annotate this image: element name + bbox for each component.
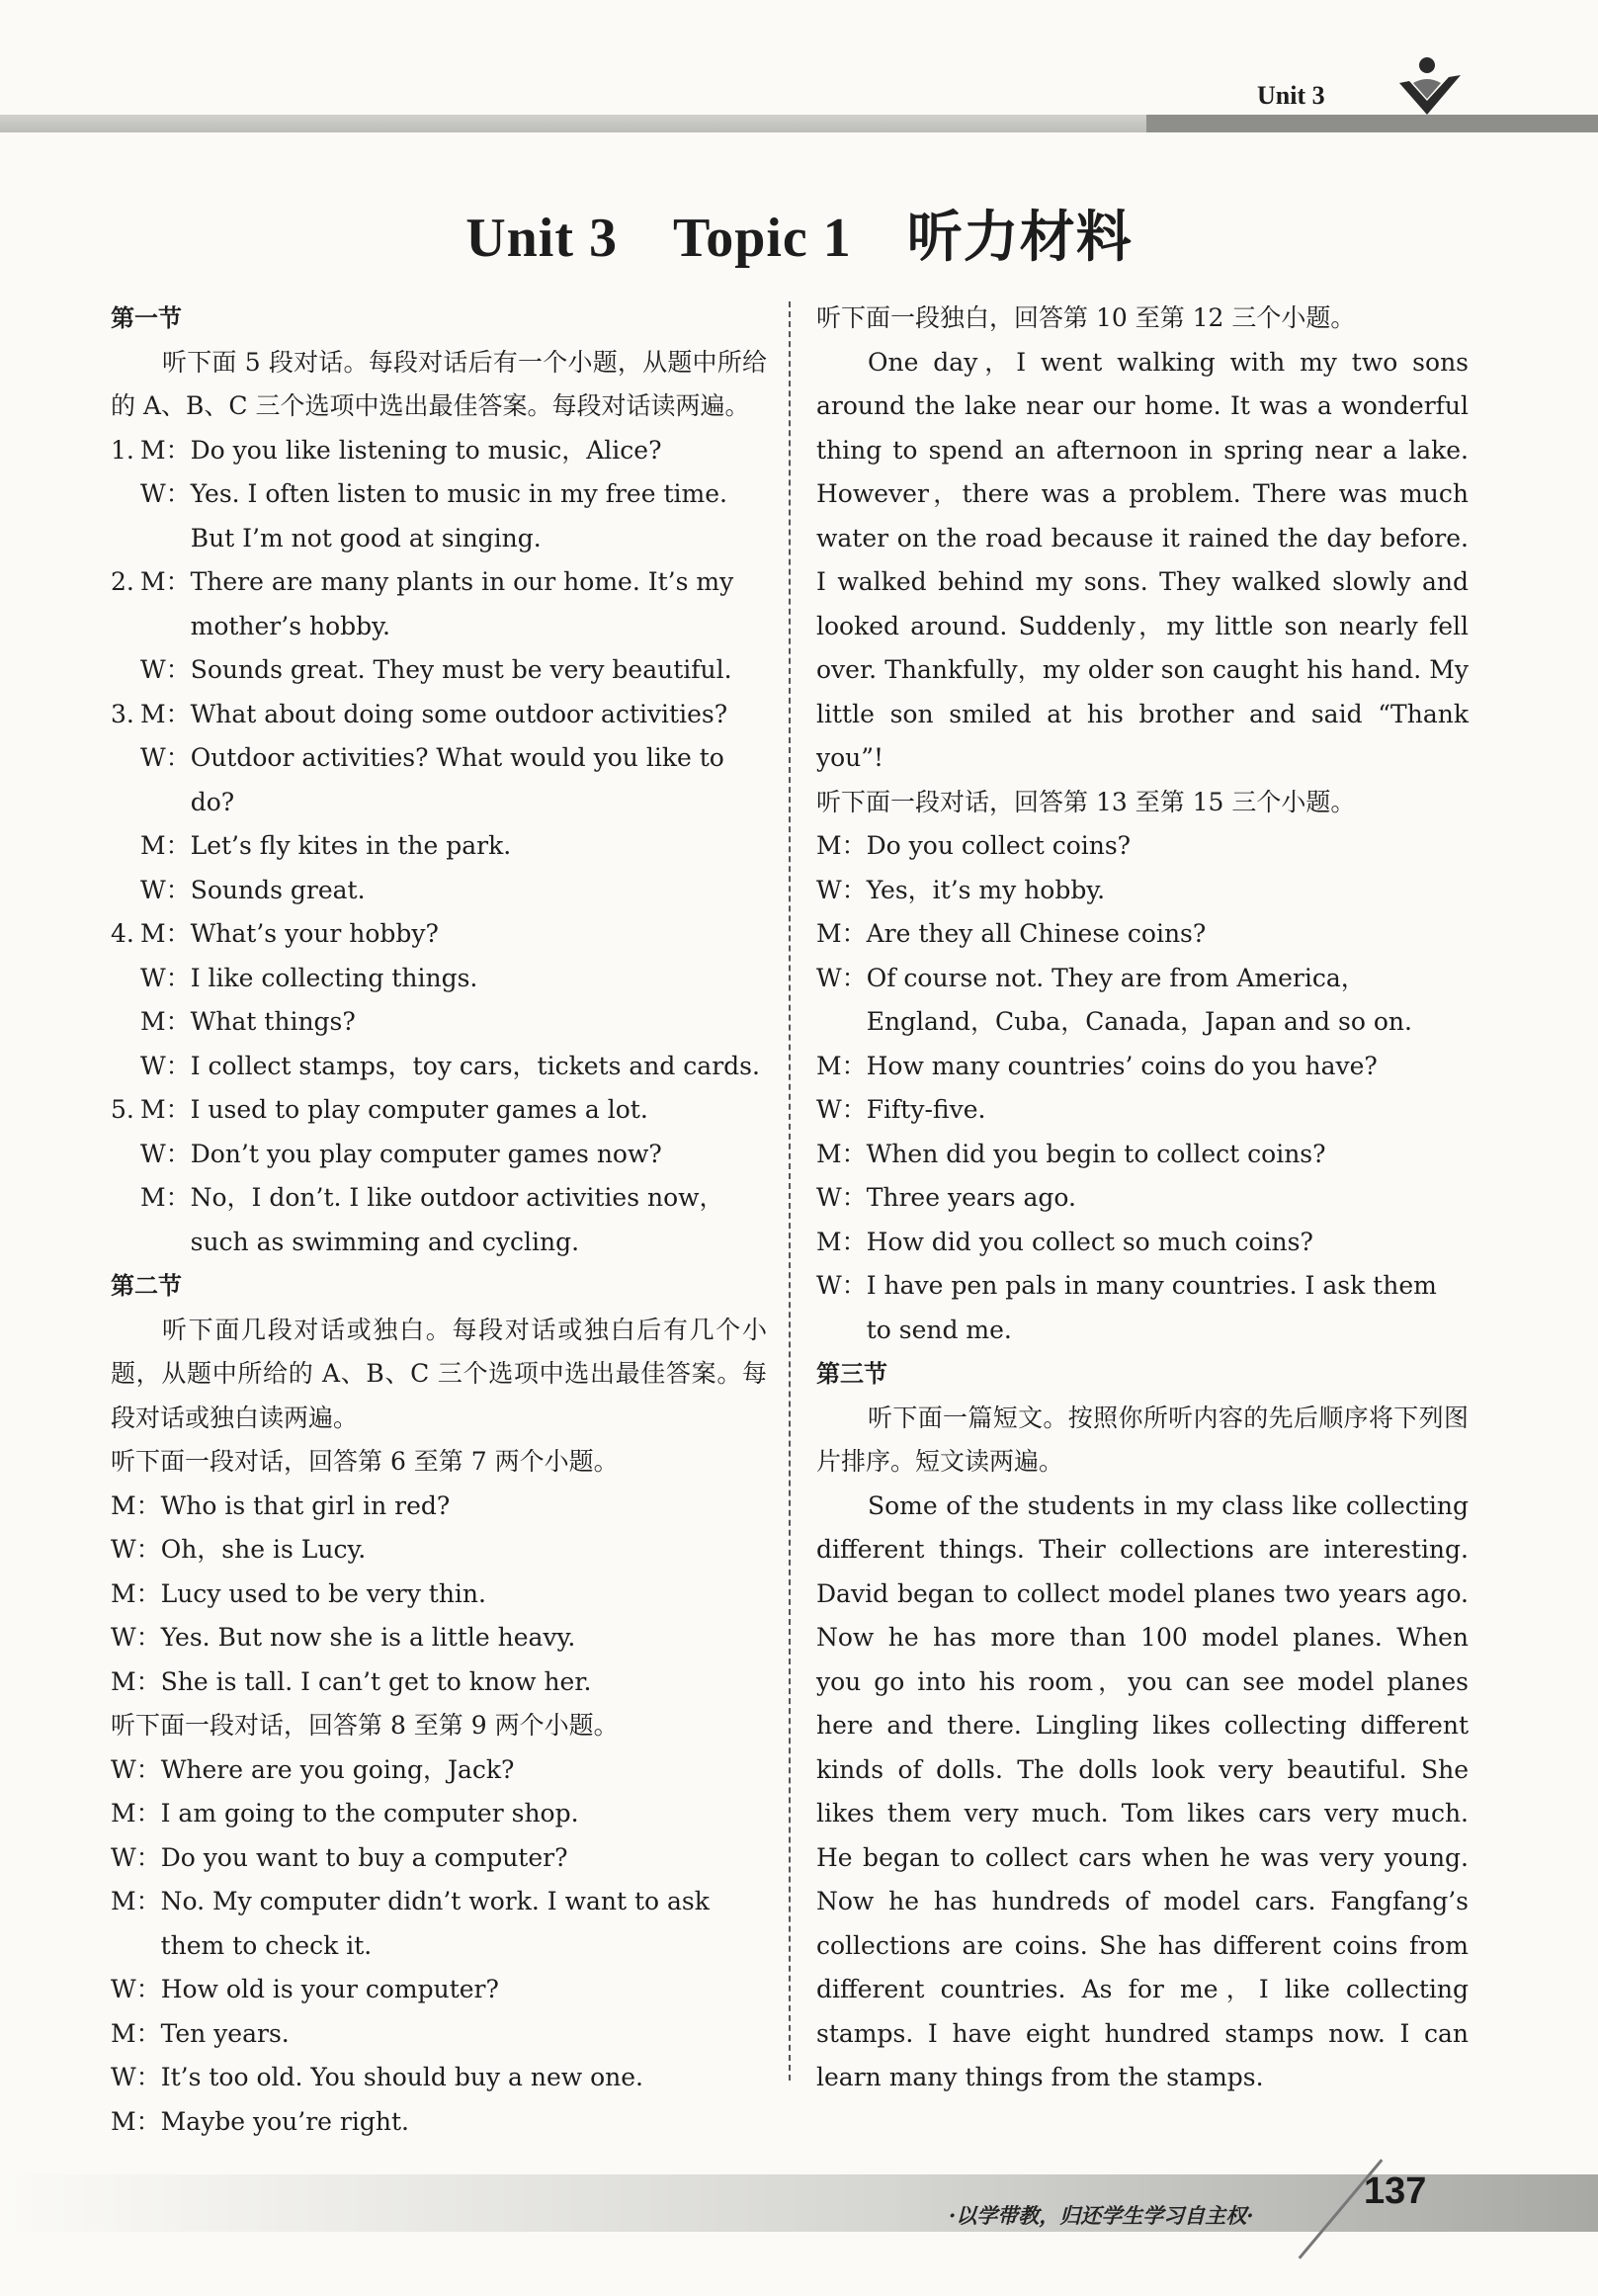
book-reader-logo-icon: [1391, 53, 1469, 128]
question-2: 2. M： There are many plants in our home. It’s my mother’s hobby. W： Sounds great. They must be very beautiful.: [111, 567, 734, 684]
question-4: 4. M： What’s your hobby? W： I like collecting things. M： What things? W： I collect stamps，toy cars，tickets and cards.: [111, 919, 760, 1080]
sub-instruction-8-9: 听下面一段对话，回答第 8 至第 9 两个小题。: [111, 1711, 619, 1740]
passage: Some of the students in my class like collecting different things. Their collections are interesting. David began to collect model planes two years ago. Now he has more than 100 model planes. When you go into his room，you can see model planes here and there. Lingling likes collecting different kinds of dolls. The dolls look very beautiful. She likes them very much. Tom likes cars very much. He began to collect cars when he was very young. Now he has hundreds of model cars. Fangfang’s collections are coins. She has different coins from different countries. As for me，I like collecting stamps. I have eight hundred stamps now. I can learn many things from the stamps.: [816, 1490, 1469, 2091]
sub-instruction-10-12: 听下面一段独白，回答第 10 至第 12 三个小题。: [816, 303, 1356, 332]
monologue-10-12: One day，I went walking with my two sons around the lake near our home. It was a wonderful thing to spend an afternoon in spring near a lake. However，there was a problem. There was much water on the road because it rained the day before. I walked behind my sons. They walked slowly and looked around. Suddenly，my little son nearly fell over. Thankfully，my older son caught his hand. My little son smiled at his brother and said “Thank you”!: [816, 347, 1469, 772]
column-divider: [789, 301, 791, 2081]
section-heading-3: 第三节: [816, 1360, 887, 1388]
section-heading-2: 第二节: [111, 1272, 182, 1300]
sub-instruction-13-15: 听下面一段对话，回答第 13 至第 15 三个小题。: [816, 787, 1356, 816]
section-heading-1: 第一节: [111, 304, 182, 332]
question-5: 5. M： I used to play computer games a lot. W： Don’t you play computer games now? M： No，I don’t. I like outdoor activities now，such as swimming and cycling.: [111, 1095, 724, 1256]
section-1-instructions: 听下面 5 段对话。每段对话后有一个小题，从题中所给的 A、B、C 三个选项中选出最佳答案。每段对话读两遍。: [111, 347, 767, 420]
footer-band: [0, 2174, 1598, 2232]
footer-slogan: ·以学带教，归还学生学习自主权·: [949, 2203, 1254, 2228]
question-3: 3. M： What about doing some outdoor activities? W： Outdoor activities? What would you like to do? M： Let’s fly kites in the park. W： Sounds great.: [111, 699, 728, 904]
dialogue-13-15: M： Do you collect coins? W： Yes，it’s my hobby. M： Are they all Chinese coins? W： Of course not. They are from America，England，Cuba，Canada，Japan and so on. M： How many countries’ coins do you have? W： Fifty-five. M： When did you begin to collect coins? W： Three years ago. M： How did you collect so much coins? W： I have pen pals in many countries. I ask them to send me.: [816, 831, 1437, 1344]
header-unit-label: Unit 3: [1257, 81, 1325, 110]
header-band: [0, 115, 1598, 132]
title-suffix: 听力材料: [906, 208, 1133, 269]
section-3-instructions: 听下面一篇短文。按照你所听内容的先后顺序将下列图片排序。短文读两遍。: [816, 1403, 1469, 1476]
right-column: [816, 297, 1469, 2100]
dialogue-6-7: M： Who is that girl in red? W： Oh，she is Lucy. M： Lucy used to be very thin. W： Yes. But now she is a little heavy. M： She is tall. I can’t get to know her.: [111, 1490, 592, 1696]
page-number: 137: [1364, 2170, 1427, 2212]
page-title: [0, 194, 1598, 273]
title-unit: Unit 3: [465, 208, 618, 269]
question-1: 1. M： Do you like listening to music，Alice? W： Yes. I often listen to music in my free time. But I’m not good at singing.: [111, 435, 727, 553]
sub-instruction-6-7: 听下面一段对话，回答第 6 至第 7 两个小题。: [111, 1447, 619, 1476]
dialogue-8-9: W： Where are you going，Jack? M： I am going to the computer shop. W： Do you want to buy a computer? M： No. My computer didn’t work. I want to ask them to check it. W： How old is your computer? M： Ten years. W： It’s too old. You should buy a new one. M： Maybe you’re right.: [111, 1754, 710, 2136]
left-column: [111, 297, 767, 2144]
title-topic: Topic 1: [673, 208, 852, 269]
section-2-instructions: 听下面几段对话或独白。每段对话或独白后有几个小题，从题中所给的 A、B、C 三个选项中选出最佳答案。每段对话或独白读两遍。: [111, 1315, 767, 1432]
